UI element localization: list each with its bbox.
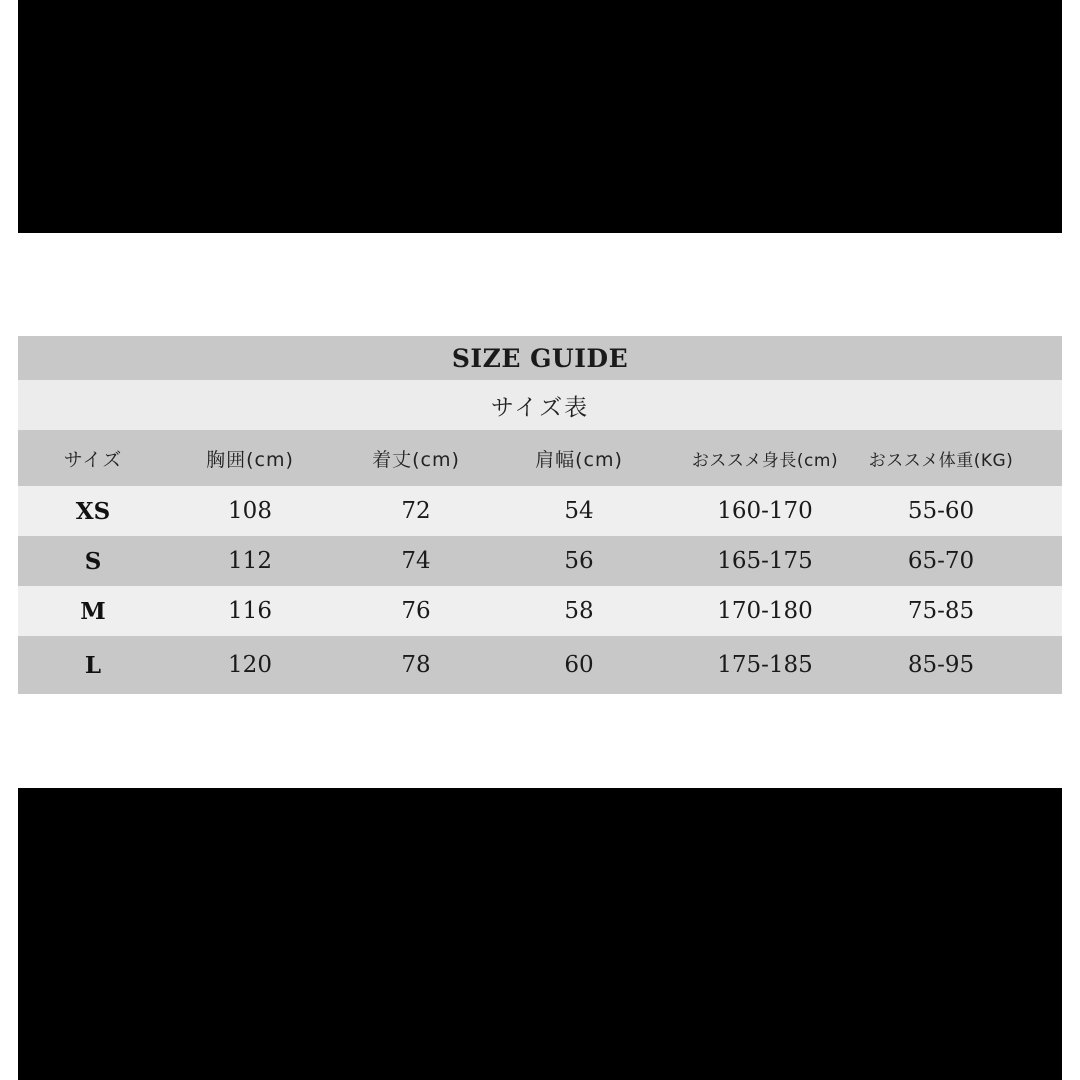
weight-cell: 85-95 [907, 652, 975, 678]
table-header-row [18, 430, 1062, 486]
header-recommended-weight: おススメ体重(KG) [868, 450, 1014, 471]
height-cell: 170-180 [717, 598, 813, 624]
height-cell: 165-175 [717, 548, 813, 574]
header-shoulder: 肩幅(cm) [535, 448, 623, 471]
size-cell: L [84, 651, 102, 679]
table-title-row [18, 336, 1062, 380]
top-black-band [18, 0, 1062, 233]
weight-cell: 75-85 [907, 598, 975, 624]
length-cell: 76 [401, 598, 431, 624]
chest-cell: 112 [228, 548, 272, 574]
length-cell: 72 [401, 498, 431, 524]
table-row [18, 536, 1062, 586]
header-length: 着丈(cm) [372, 448, 460, 471]
shoulder-cell: 60 [564, 652, 594, 678]
size-guide-table [18, 336, 1062, 694]
chest-cell: 120 [228, 652, 272, 678]
table-subtitle-row [18, 380, 1062, 430]
table-title: SIZE GUIDE [451, 343, 629, 373]
chest-cell: 116 [228, 598, 272, 624]
length-cell: 78 [401, 652, 431, 678]
size-cell: S [84, 547, 102, 575]
weight-cell: 65-70 [907, 548, 975, 574]
table-row [18, 636, 1062, 694]
height-cell: 160-170 [717, 498, 813, 524]
shoulder-cell: 54 [564, 498, 594, 524]
chest-cell: 108 [228, 498, 272, 524]
size-cell: XS [75, 497, 111, 525]
header-recommended-height: おススメ身長(cm) [691, 450, 839, 471]
length-cell: 74 [401, 548, 431, 574]
header-size: サイズ [63, 448, 123, 471]
header-chest: 胸囲(cm) [206, 448, 294, 471]
table-row [18, 586, 1062, 636]
table-row [18, 486, 1062, 536]
bottom-black-band [18, 788, 1062, 1080]
shoulder-cell: 58 [564, 598, 594, 624]
shoulder-cell: 56 [564, 548, 594, 574]
size-cell: M [80, 597, 106, 625]
height-cell: 175-185 [717, 652, 813, 678]
weight-cell: 55-60 [907, 498, 975, 524]
table-subtitle: サイズ表 [490, 394, 590, 421]
